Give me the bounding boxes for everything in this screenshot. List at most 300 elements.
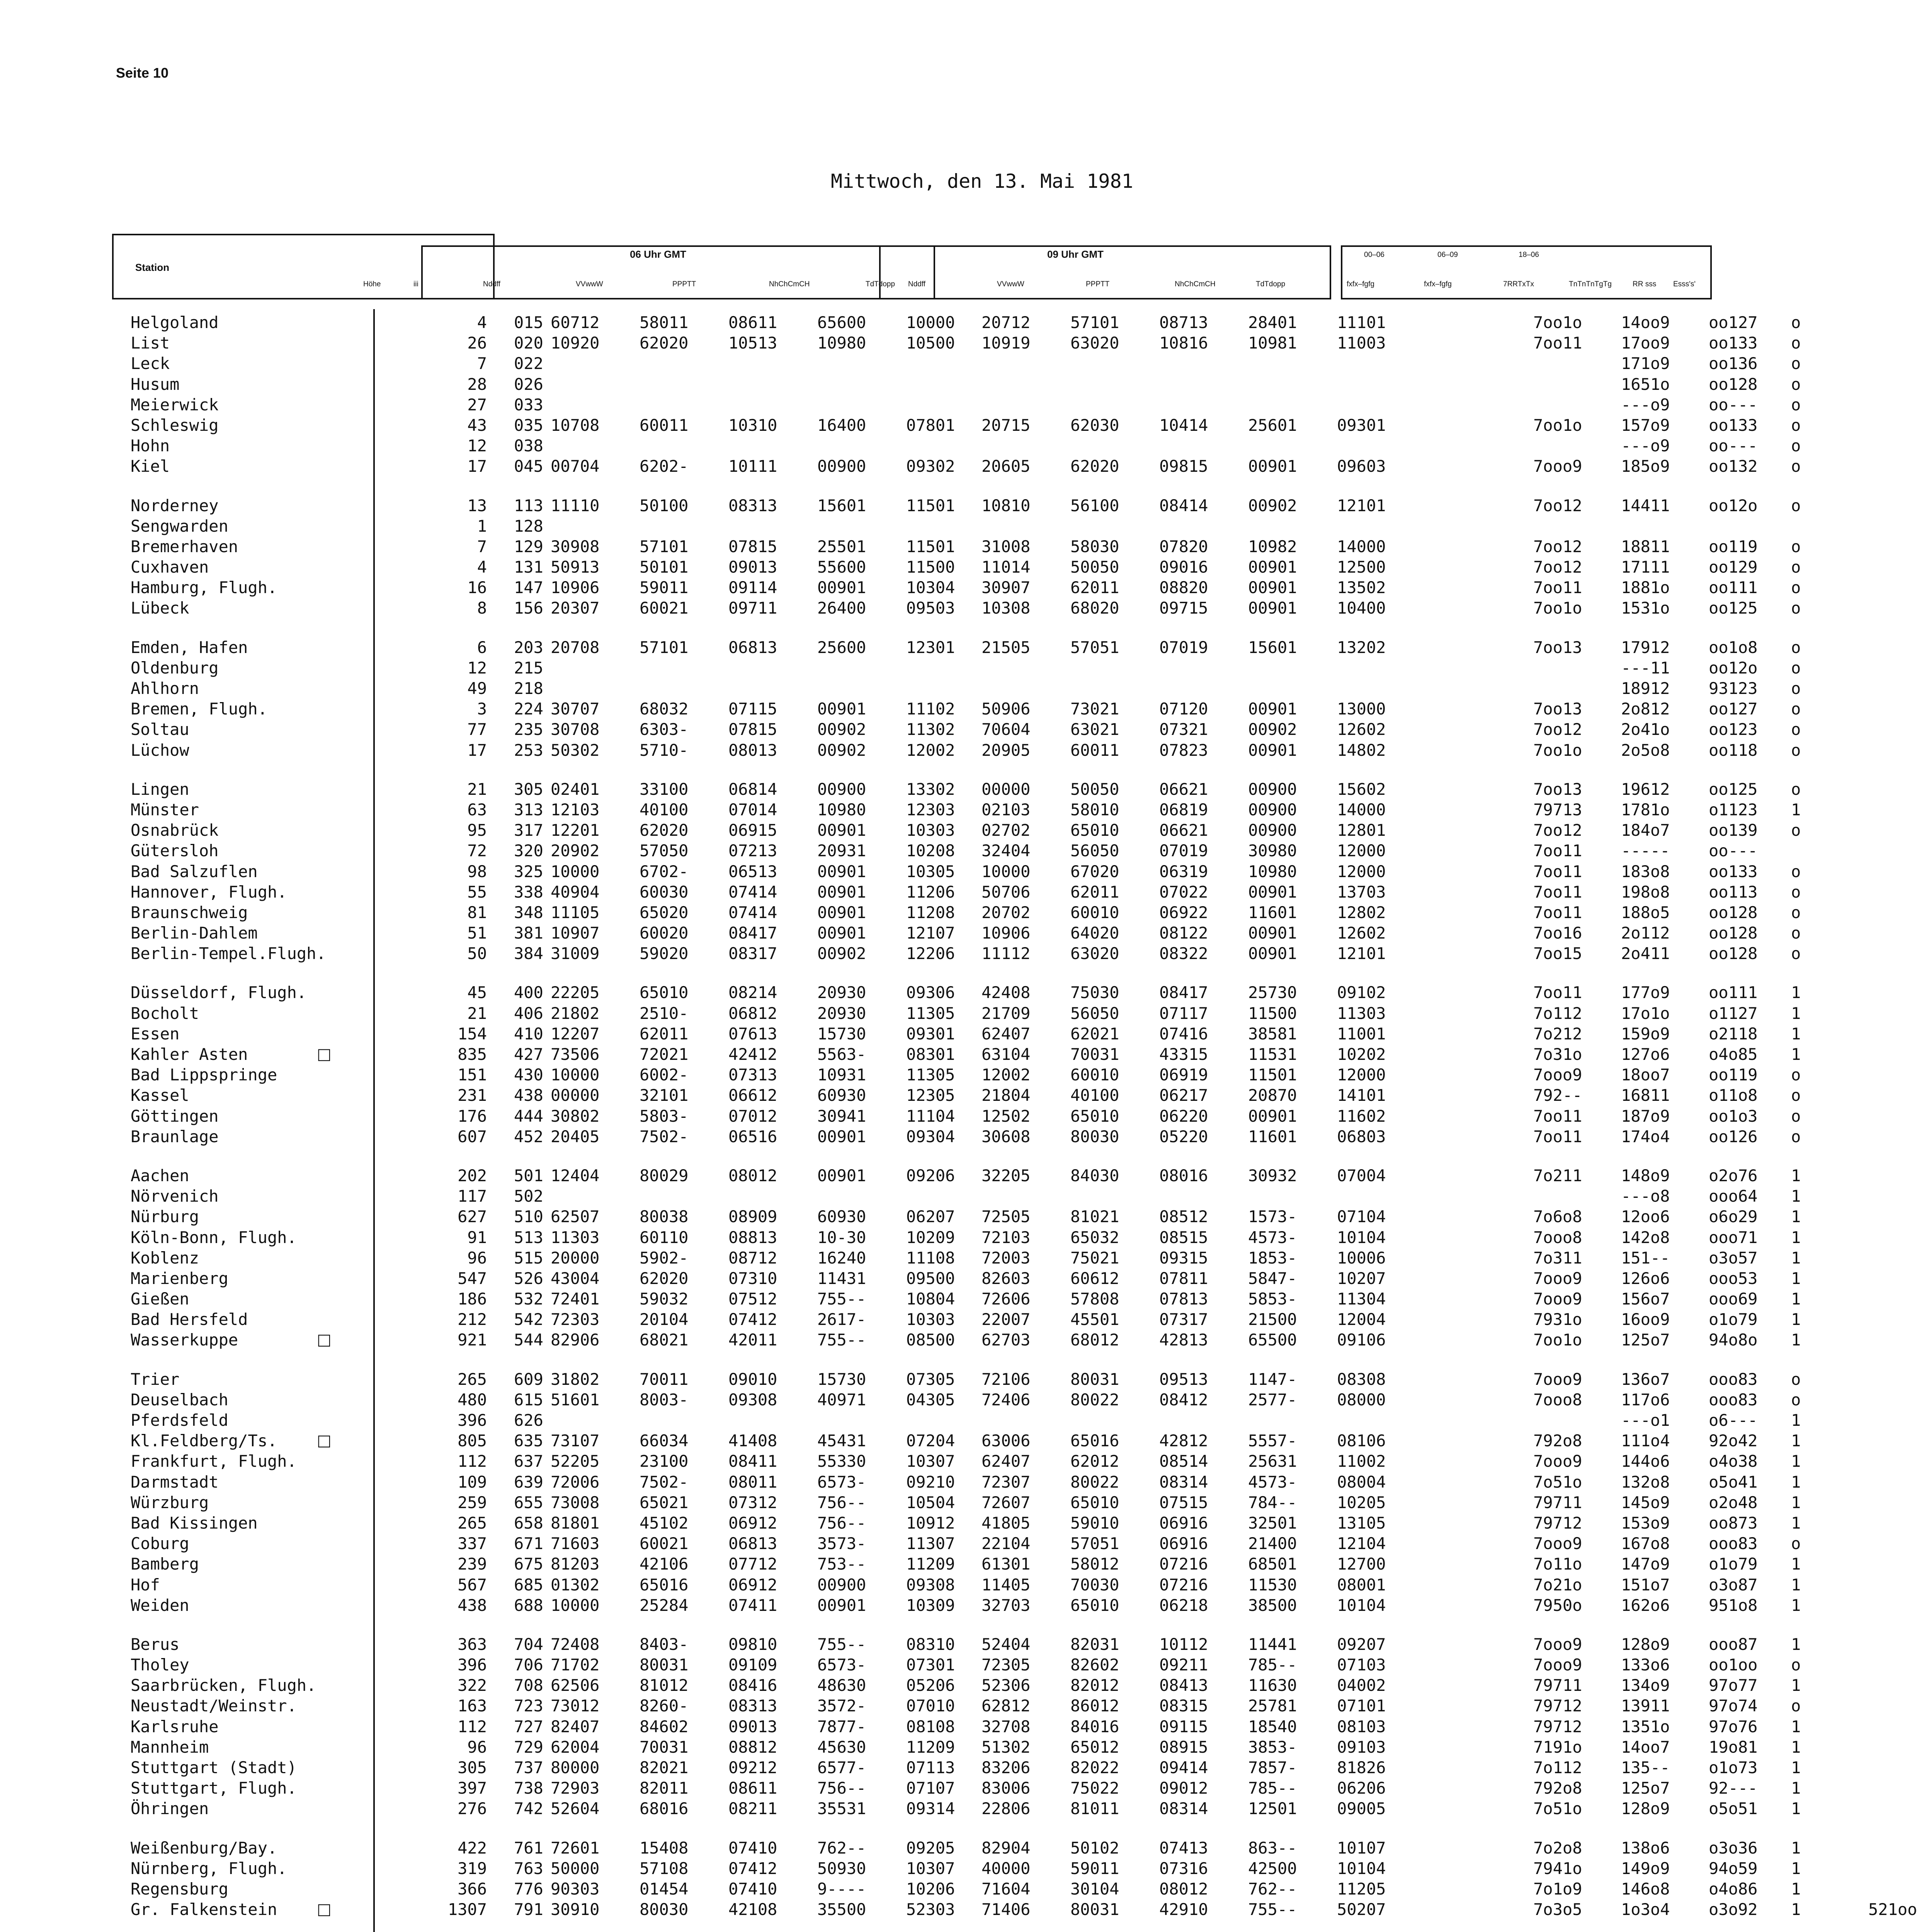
cell-c-1: 7oo11 — [1533, 841, 1582, 861]
cell-a-4: 756-- — [817, 1779, 866, 1798]
station-height: 212 — [458, 1310, 487, 1329]
cell-b-1: 22806 — [981, 1799, 1031, 1818]
station-name: Saarbrücken, Flugh. — [131, 1676, 316, 1695]
cell-b-2: 62021 — [1070, 1024, 1119, 1043]
station-id: 320 — [514, 841, 543, 861]
cell-b-5: 13703 — [1337, 882, 1386, 901]
cell-a-3: 07414 — [728, 903, 777, 922]
cell-b-5: 13000 — [1337, 699, 1386, 719]
station-height: 13 — [467, 496, 487, 515]
cell-b-3: 09715 — [1159, 599, 1208, 618]
cell-b-4: 10981 — [1248, 333, 1297, 353]
station-name: Essen — [131, 1024, 180, 1043]
cell-c-3: oo119 — [1709, 1065, 1758, 1085]
cell-b-1: 40000 — [981, 1859, 1031, 1878]
cell-b-1: 30608 — [981, 1127, 1031, 1146]
cell-a-3: 06814 — [728, 779, 777, 799]
cell-c-2: 1781o — [1621, 800, 1670, 819]
station-name: Tholey — [131, 1655, 189, 1675]
cell-a-4: 00901 — [817, 882, 866, 901]
station-height: 607 — [458, 1127, 487, 1146]
station-marker: □ — [317, 1432, 332, 1450]
cell-b-3: 09513 — [1159, 1369, 1208, 1389]
cell-a-4: 6573- — [817, 1472, 866, 1492]
cell-c-3: o2118 — [1709, 1024, 1758, 1043]
station-height: 96 — [467, 1248, 487, 1267]
station-name: Darmstadt — [131, 1472, 219, 1492]
cell-c-3: ooo87 — [1709, 1634, 1758, 1654]
cell-b-4: 10980 — [1248, 862, 1297, 881]
cell-a-2: 57108 — [640, 1859, 689, 1878]
cell-b-2: 60010 — [1070, 903, 1119, 922]
cell-a-2: 70011 — [640, 1369, 689, 1389]
cell-b-4: 30932 — [1248, 1166, 1297, 1185]
cell-c-1: 7o1o9 — [1533, 1879, 1582, 1898]
cell-b-3: 07019 — [1159, 638, 1208, 657]
cell-c-4: o — [1791, 699, 1801, 719]
block2-box — [879, 245, 1331, 299]
cell-b-4: 1573- — [1248, 1207, 1297, 1226]
cell-a-3: 06813 — [728, 1534, 777, 1553]
cell-b-4: 68501 — [1248, 1554, 1297, 1574]
station-height: 12 — [467, 658, 487, 677]
station-height: 112 — [458, 1452, 487, 1471]
cell-c-1: 792o8 — [1533, 1431, 1582, 1451]
cell-a-2: 60020 — [640, 923, 689, 943]
cell-b-4: 00901 — [1248, 457, 1297, 476]
cell-c-4: 1 — [1791, 1737, 1801, 1757]
cell-a-4: 65600 — [817, 313, 866, 332]
cell-a-3: 08211 — [728, 1799, 777, 1818]
cell-b-2: 68012 — [1070, 1330, 1119, 1350]
table-row — [116, 1044, 1801, 1065]
cell-c-2: 125o7 — [1621, 1330, 1670, 1350]
cell-a-1: 10906 — [551, 578, 600, 597]
station-group — [116, 312, 1801, 477]
station-name: Gr. Falkenstein — [131, 1900, 277, 1919]
station-id: 381 — [514, 923, 543, 943]
cell-a-4: 55600 — [817, 558, 866, 577]
cell-c-3: oo136 — [1709, 354, 1758, 373]
cell-b-1: 21804 — [981, 1086, 1031, 1105]
station-name: Braunlage — [131, 1127, 219, 1146]
table-row — [116, 1737, 1801, 1757]
table-row — [116, 577, 1801, 598]
block3-col-6: Esss's' — [1673, 280, 1696, 288]
cell-c-1: 7ooo9 — [1533, 1369, 1582, 1389]
cell-a-2: 68032 — [640, 699, 689, 719]
cell-c-2: 1651o — [1621, 374, 1670, 394]
cell-a-4: 00901 — [817, 1595, 866, 1615]
cell-c-3: 19o81 — [1709, 1737, 1758, 1757]
cell-b-5: 09603 — [1337, 457, 1386, 476]
cell-b-3: 08322 — [1159, 944, 1208, 963]
cell-c-2: 17912 — [1621, 638, 1670, 657]
station-height: 55 — [467, 882, 487, 901]
cell-b-4: 25601 — [1248, 415, 1297, 435]
cell-a-4: 756-- — [817, 1493, 866, 1512]
cell-c-4: o — [1791, 903, 1801, 922]
cell-a-4: 00901 — [817, 1127, 866, 1146]
cell-a-1: 72303 — [551, 1310, 600, 1329]
cell-c-4: 1 — [1791, 1228, 1801, 1247]
cell-c-1: 7oo1o — [1533, 313, 1582, 332]
table-row — [116, 1227, 1801, 1248]
station-name: Coburg — [131, 1534, 189, 1553]
cell-a-1: 50000 — [551, 1859, 600, 1878]
station-id: 708 — [514, 1676, 543, 1695]
cell-a-3: 08712 — [728, 1248, 777, 1267]
cell-c-3: o4o86 — [1709, 1879, 1758, 1898]
cell-b-1: 83006 — [981, 1779, 1031, 1798]
cell-b-1: 82603 — [981, 1269, 1031, 1288]
cell-c-2: ---11 — [1621, 658, 1670, 677]
cell-b-1: 72505 — [981, 1207, 1031, 1226]
cell-b-3: 07416 — [1159, 1024, 1208, 1043]
cell-b-5: 08308 — [1337, 1369, 1386, 1389]
cell-c-4: 1 — [1791, 1554, 1801, 1574]
cell-a-1: 50913 — [551, 558, 600, 577]
cell-a-5: 09308 — [906, 1575, 955, 1594]
cell-a-1: 51601 — [551, 1390, 600, 1409]
cell-b-5: 07103 — [1337, 1655, 1386, 1675]
table-row — [116, 740, 1801, 760]
station-name: Pferdsfeld — [131, 1411, 228, 1430]
table-row — [116, 312, 1801, 333]
cell-a-1: 10907 — [551, 923, 600, 943]
station-id: 131 — [514, 558, 543, 577]
station-id: 410 — [514, 1024, 543, 1043]
cell-b-1: 50906 — [981, 699, 1031, 719]
station-height: 322 — [458, 1676, 487, 1695]
cell-c-3: oo--- — [1709, 436, 1758, 456]
cell-b-3: 06919 — [1159, 1065, 1208, 1085]
table-row — [116, 1757, 1801, 1778]
cell-b-5: 04002 — [1337, 1676, 1386, 1695]
cell-c-3: o3o92 — [1709, 1900, 1758, 1919]
station-height: 3 — [477, 699, 487, 719]
cell-a-5: 10209 — [906, 1228, 955, 1247]
station-id: 729 — [514, 1737, 543, 1757]
cell-b-4: 11501 — [1248, 1065, 1297, 1085]
cell-b-4: 30980 — [1248, 841, 1297, 861]
station-height: 21 — [467, 779, 487, 799]
cell-b-2: 68020 — [1070, 599, 1119, 618]
cell-b-3: 08414 — [1159, 496, 1208, 515]
cell-c-2: 1881o — [1621, 578, 1670, 597]
table-header — [112, 234, 1712, 299]
cell-a-4: 2617- — [817, 1310, 866, 1329]
cell-a-5: 10208 — [906, 841, 955, 861]
table-row — [116, 923, 1801, 943]
cell-a-5: 09210 — [906, 1472, 955, 1492]
station-height: 239 — [458, 1554, 487, 1574]
cell-b-1: 02702 — [981, 821, 1031, 840]
cell-a-4: 45431 — [817, 1431, 866, 1451]
block3-top-2: 06–09 — [1437, 251, 1458, 259]
cell-c-1: 7o112 — [1533, 1003, 1582, 1023]
cell-c-2: 2o411 — [1621, 944, 1670, 963]
cell-a-5: 10206 — [906, 1879, 955, 1898]
page-date: Mittwoch, den 13. Mai 1981 — [831, 170, 1133, 192]
table-row — [116, 374, 1801, 395]
cell-c-3: oo127 — [1709, 699, 1758, 719]
station-id: 723 — [514, 1696, 543, 1716]
cell-b-3: 06621 — [1159, 779, 1208, 799]
cell-b-1: 62407 — [981, 1024, 1031, 1043]
station-id: 427 — [514, 1045, 543, 1064]
cell-c-1: 7oo11 — [1533, 862, 1582, 881]
cell-a-5: 11104 — [906, 1106, 955, 1126]
cell-a-3: 08317 — [728, 944, 777, 963]
page-number: Seite 10 — [116, 65, 169, 81]
cell-b-2: 62030 — [1070, 415, 1119, 435]
cell-a-3: 07312 — [728, 1493, 777, 1512]
cell-c-3: o6o29 — [1709, 1207, 1758, 1226]
cell-a-1: 30707 — [551, 699, 600, 719]
station-id: 015 — [514, 313, 543, 332]
station-id: 761 — [514, 1838, 543, 1857]
cell-c-4: 1 — [1791, 1269, 1801, 1288]
cell-a-2: 57101 — [640, 638, 689, 657]
station-id: 128 — [514, 516, 543, 536]
cell-a-3: 07815 — [728, 537, 777, 556]
cell-a-4: 20930 — [817, 1003, 866, 1023]
cell-b-4: 4573- — [1248, 1472, 1297, 1492]
cell-a-4: 10980 — [817, 333, 866, 353]
cell-c-1: 7ooo9 — [1533, 1534, 1582, 1553]
cell-c-2: 125o7 — [1621, 1779, 1670, 1798]
cell-b-3: 09815 — [1159, 457, 1208, 476]
cell-c-2: ---o8 — [1621, 1187, 1670, 1206]
cell-a-2: 23100 — [640, 1452, 689, 1471]
cell-b-5: 11303 — [1337, 1003, 1386, 1023]
cell-b-2: 62020 — [1070, 457, 1119, 476]
station-height: 154 — [458, 1024, 487, 1043]
cell-b-4: 12501 — [1248, 1799, 1297, 1818]
cell-c-2: 117o6 — [1621, 1390, 1670, 1409]
cell-b-4: 00901 — [1248, 599, 1297, 618]
cell-b-4: 785-- — [1248, 1779, 1297, 1798]
cell-a-2: 7502- — [640, 1472, 689, 1492]
cell-b-2: 57101 — [1070, 313, 1119, 332]
cell-b-3: 08314 — [1159, 1799, 1208, 1818]
station-name: Helgoland — [131, 313, 219, 332]
table-row — [116, 1430, 1801, 1451]
cell-c-4: o — [1791, 578, 1801, 597]
table-row — [116, 779, 1801, 799]
table-row — [116, 536, 1801, 557]
cell-c-4: o — [1791, 821, 1801, 840]
station-height: 366 — [458, 1879, 487, 1898]
cell-b-2: 73021 — [1070, 699, 1119, 719]
station-height: 176 — [458, 1106, 487, 1126]
cell-c-1: 7oo12 — [1533, 496, 1582, 515]
cell-b-4: 00901 — [1248, 578, 1297, 597]
station-group — [116, 982, 1801, 1147]
station-id: 038 — [514, 436, 543, 456]
cell-a-2: 57101 — [640, 537, 689, 556]
cell-b-1: 20905 — [981, 740, 1031, 760]
cell-a-1: 10708 — [551, 415, 600, 435]
cell-a-3: 09308 — [728, 1390, 777, 1409]
cell-a-5: 09206 — [906, 1166, 955, 1185]
station-name: Norderney — [131, 496, 219, 515]
cell-b-4: 785-- — [1248, 1655, 1297, 1675]
cell-c-2: 18912 — [1621, 679, 1670, 698]
cell-a-2: 57050 — [640, 841, 689, 861]
cell-c-2: 167o8 — [1621, 1534, 1670, 1553]
cell-c-2: 126o6 — [1621, 1269, 1670, 1288]
cell-b-4: 32501 — [1248, 1513, 1297, 1532]
station-name: Trier — [131, 1369, 180, 1389]
station-name: Bremerhaven — [131, 537, 238, 556]
station-height: 8 — [477, 599, 487, 618]
cell-a-5: 08310 — [906, 1634, 955, 1654]
cell-a-2: 84602 — [640, 1717, 689, 1736]
cell-b-3: 08314 — [1159, 1472, 1208, 1492]
cell-a-1: 43004 — [551, 1269, 600, 1288]
cell-b-1: 63006 — [981, 1431, 1031, 1451]
cell-b-1: 02103 — [981, 800, 1031, 819]
cell-b-2: 50050 — [1070, 558, 1119, 577]
station-height: 43 — [467, 415, 487, 435]
cell-c-3: 97o77 — [1709, 1676, 1758, 1695]
station-id: 045 — [514, 457, 543, 476]
cell-c-3: oo12o — [1709, 658, 1758, 677]
cell-a-4: 15730 — [817, 1369, 866, 1389]
cell-b-5: 07101 — [1337, 1696, 1386, 1716]
cell-c-3: oo126 — [1709, 1127, 1758, 1146]
cell-a-5: 07107 — [906, 1779, 955, 1798]
station-name: Münster — [131, 800, 199, 819]
block2-col-2: VVwwW — [997, 280, 1024, 288]
cell-b-4: 25631 — [1248, 1452, 1297, 1471]
cell-b-1: 72307 — [981, 1472, 1031, 1492]
cell-a-3: 07411 — [728, 1595, 777, 1615]
station-id: 348 — [514, 903, 543, 922]
cell-a-2: 70031 — [640, 1737, 689, 1757]
cell-c-4: o — [1791, 457, 1801, 476]
cell-c-1: 7ooo9 — [1533, 1452, 1582, 1471]
cell-c-4: o — [1791, 1696, 1801, 1716]
cell-b-5: 12801 — [1337, 821, 1386, 840]
cell-b-4: 11441 — [1248, 1634, 1297, 1654]
cell-b-4: 38581 — [1248, 1024, 1297, 1043]
cell-a-4: 30941 — [817, 1106, 866, 1126]
cell-a-1: 10920 — [551, 333, 600, 353]
cell-c-4: o — [1791, 1655, 1801, 1675]
cell-a-4: 25501 — [817, 537, 866, 556]
cell-b-5: 08001 — [1337, 1575, 1386, 1594]
table-row — [116, 882, 1801, 902]
station-height: 163 — [458, 1696, 487, 1716]
cell-a-1: 11105 — [551, 903, 600, 922]
cell-b-5: 10400 — [1337, 599, 1386, 618]
cell-c-2: 18oo7 — [1621, 1065, 1670, 1085]
cell-b-3: 08514 — [1159, 1452, 1208, 1471]
station-header: Station — [135, 262, 170, 273]
cell-c-4: o — [1791, 333, 1801, 353]
cell-a-3: 07815 — [728, 720, 777, 739]
cell-c-3: oo127 — [1709, 313, 1758, 332]
cell-a-3: 07410 — [728, 1879, 777, 1898]
cell-a-5: 07010 — [906, 1696, 955, 1716]
cell-a-4: 00901 — [817, 923, 866, 943]
cell-a-2: 2510- — [640, 1003, 689, 1023]
cell-b-2: 70031 — [1070, 1045, 1119, 1064]
cell-c-2: 12oo6 — [1621, 1207, 1670, 1226]
station-id: 515 — [514, 1248, 543, 1267]
station-id: 129 — [514, 537, 543, 556]
cell-b-1: 10906 — [981, 923, 1031, 943]
cell-b-5: 12000 — [1337, 1065, 1386, 1085]
cell-c-4: o — [1791, 496, 1801, 515]
cell-c-3: ooo83 — [1709, 1369, 1758, 1389]
cell-b-5: 13105 — [1337, 1513, 1386, 1532]
cell-b-1: 12002 — [981, 1065, 1031, 1085]
station-name: Köln-Bonn, Flugh. — [131, 1228, 297, 1247]
cell-b-5: 12802 — [1337, 903, 1386, 922]
cell-b-5: 10104 — [1337, 1595, 1386, 1615]
cell-b-2: 57808 — [1070, 1289, 1119, 1309]
cell-a-1: 72006 — [551, 1472, 600, 1492]
cell-c-4: 1 — [1791, 1003, 1801, 1023]
cell-b-1: 20605 — [981, 457, 1031, 476]
cell-c-4: 1 — [1791, 1634, 1801, 1654]
station-id: 438 — [514, 1086, 543, 1105]
cell-a-2: 25284 — [640, 1595, 689, 1615]
cell-c-1: 7oo13 — [1533, 638, 1582, 657]
cell-b-5: 08103 — [1337, 1717, 1386, 1736]
station-id: 026 — [514, 374, 543, 394]
station-name: Wasserkuppe — [131, 1330, 238, 1350]
cell-c-1: 7oo1o — [1533, 1330, 1582, 1350]
cell-a-3: 10513 — [728, 333, 777, 353]
cell-b-4: 762-- — [1248, 1879, 1297, 1898]
cell-c-3: oo111 — [1709, 983, 1758, 1002]
cell-b-1: 32205 — [981, 1166, 1031, 1185]
cell-c-3: o1o79 — [1709, 1554, 1758, 1574]
table-row — [116, 456, 1801, 476]
cell-c-2: 151-- — [1621, 1248, 1670, 1267]
cell-a-4: 5563- — [817, 1045, 866, 1064]
cell-a-4: 00902 — [817, 720, 866, 739]
cell-c-1: 7ooo9 — [1533, 1289, 1582, 1309]
cell-c-4: 1 — [1791, 1472, 1801, 1492]
cell-b-5: 50207 — [1337, 1900, 1386, 1919]
station-height: 45 — [467, 983, 487, 1002]
cell-b-5: 10104 — [1337, 1228, 1386, 1247]
cell-b-1: 82904 — [981, 1838, 1031, 1857]
table-row — [116, 1248, 1801, 1268]
cell-b-4: 38500 — [1248, 1595, 1297, 1615]
cell-a-1: 20902 — [551, 841, 600, 861]
cell-b-3: 07216 — [1159, 1554, 1208, 1574]
cell-a-5: 09304 — [906, 1127, 955, 1146]
table-row — [116, 719, 1801, 740]
cell-a-3: 08813 — [728, 1228, 777, 1247]
cell-b-2: 84030 — [1070, 1166, 1119, 1185]
station-group — [116, 779, 1801, 964]
cell-c-3: oo125 — [1709, 779, 1758, 799]
cell-a-1: 73506 — [551, 1045, 600, 1064]
cell-b-1: 00000 — [981, 779, 1031, 799]
cell-c-4: 1 — [1791, 1799, 1801, 1818]
cell-c-2: 19612 — [1621, 779, 1670, 799]
cell-a-3: 42412 — [728, 1045, 777, 1064]
cell-a-2: 20104 — [640, 1310, 689, 1329]
